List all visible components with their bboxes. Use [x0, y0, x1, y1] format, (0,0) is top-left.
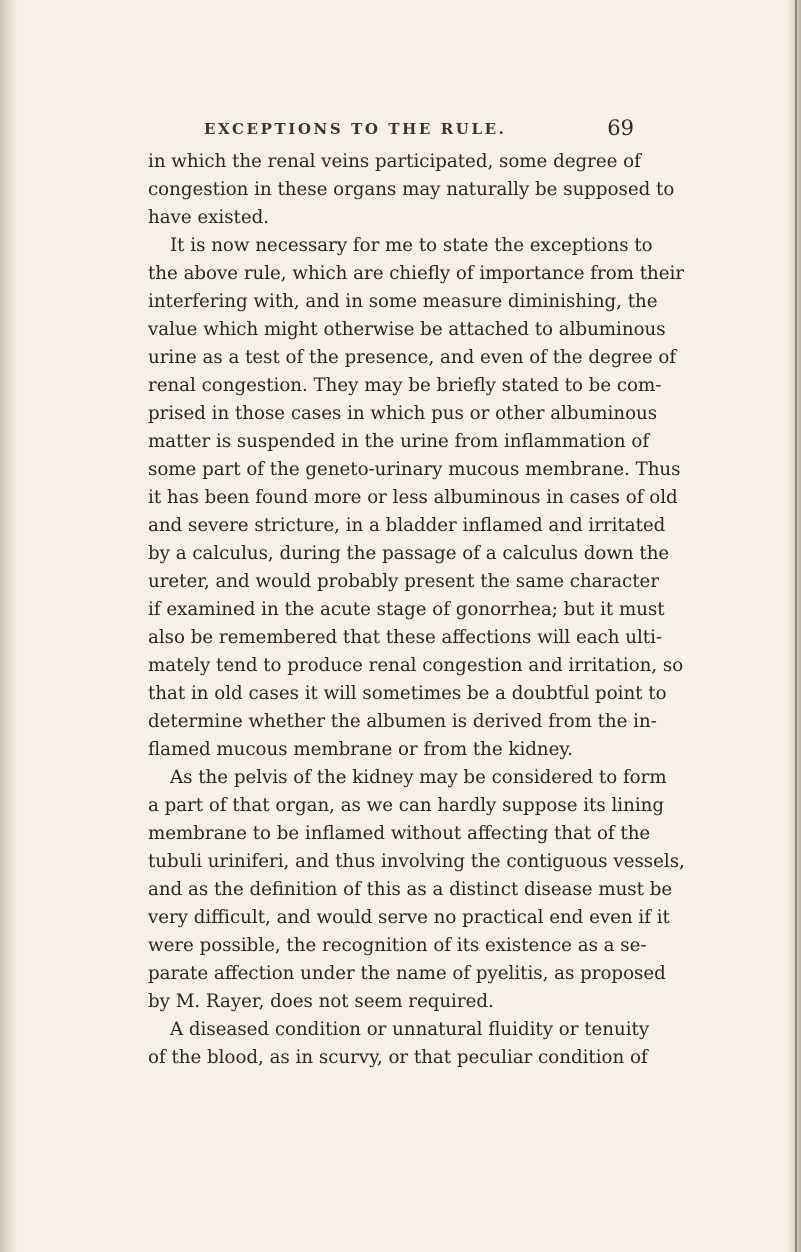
- text-line: were possible, the recognition of its existence as a se-: [148, 935, 647, 956]
- running-title: EXCEPTIONS TO THE RULE.: [204, 120, 507, 138]
- text-line: tubuli uriniferi, and thus involving the contiguous vessels,: [148, 851, 685, 872]
- text-line: urine as a test of the presence, and even of the degree of: [148, 347, 677, 368]
- text-line: a part of that organ, as we can hardly suppose its lining: [148, 795, 664, 816]
- text-line: mately tend to produce renal congestion and irritation, so: [148, 655, 684, 676]
- page-edge-line: [795, 0, 797, 1252]
- text-line: if examined in the acute stage of gonorrhea; but it must: [148, 599, 665, 620]
- text-line: parate affection under the name of pyelitis, as proposed: [148, 963, 666, 984]
- text-line: of the blood, as in scurvy, or that peculiar condition of: [148, 1047, 648, 1068]
- text-line: congestion in these organs may naturally be supposed to: [148, 179, 675, 200]
- text-line: some part of the geneto-urinary mucous membrane. Thus: [148, 459, 681, 480]
- text-line: in which the renal veins participated, some degree of: [148, 151, 641, 172]
- text-line: renal congestion. They may be briefly stated to be com-: [148, 375, 662, 396]
- text-line: value which might otherwise be attached to albuminous: [148, 319, 666, 340]
- text-line: have existed.: [148, 207, 270, 228]
- page-edge-shadow: [787, 0, 801, 1252]
- text-line: that in old cases it will sometimes be a doubtful point to: [148, 683, 667, 704]
- text-line: by a calculus, during the passage of a calculus down the: [148, 543, 670, 564]
- text-line: As the pelvis of the kidney may be considered to form: [170, 767, 667, 788]
- text-line: ureter, and would probably present the same character: [148, 571, 660, 592]
- text-line: and as the definition of this as a distinct disease must be: [148, 879, 673, 900]
- text-line: A diseased condition or unnatural fluidity or tenuity: [170, 1019, 650, 1040]
- text-line: also be remembered that these affections will each ulti-: [148, 627, 663, 648]
- page-gutter-shadow: [0, 0, 18, 1252]
- text-line: membrane to be inflamed without affecting that of the: [148, 823, 651, 844]
- text-line: matter is suspended in the urine from inflammation of: [148, 431, 650, 452]
- text-line: flamed mucous membrane or from the kidney.: [148, 739, 574, 760]
- text-line: by M. Rayer, does not seem required.: [148, 991, 494, 1012]
- text-line: the above rule, which are chiefly of importance from their: [148, 263, 685, 284]
- text-line: interfering with, and in some measure diminishing, the: [148, 291, 658, 312]
- page-number: 69: [607, 116, 634, 140]
- page-header: [204, 118, 634, 142]
- text-line: prised in those cases in which pus or other albuminous: [148, 403, 658, 424]
- text-line: very difficult, and would serve no practical end even if it: [148, 907, 670, 928]
- text-line: it has been found more or less albuminous in cases of old: [148, 487, 678, 508]
- text-line: It is now necessary for me to state the exceptions to: [170, 235, 653, 256]
- text-line: and severe stricture, in a bladder inflamed and irritated: [148, 515, 666, 536]
- text-line: determine whether the albumen is derived from the in-: [148, 711, 657, 732]
